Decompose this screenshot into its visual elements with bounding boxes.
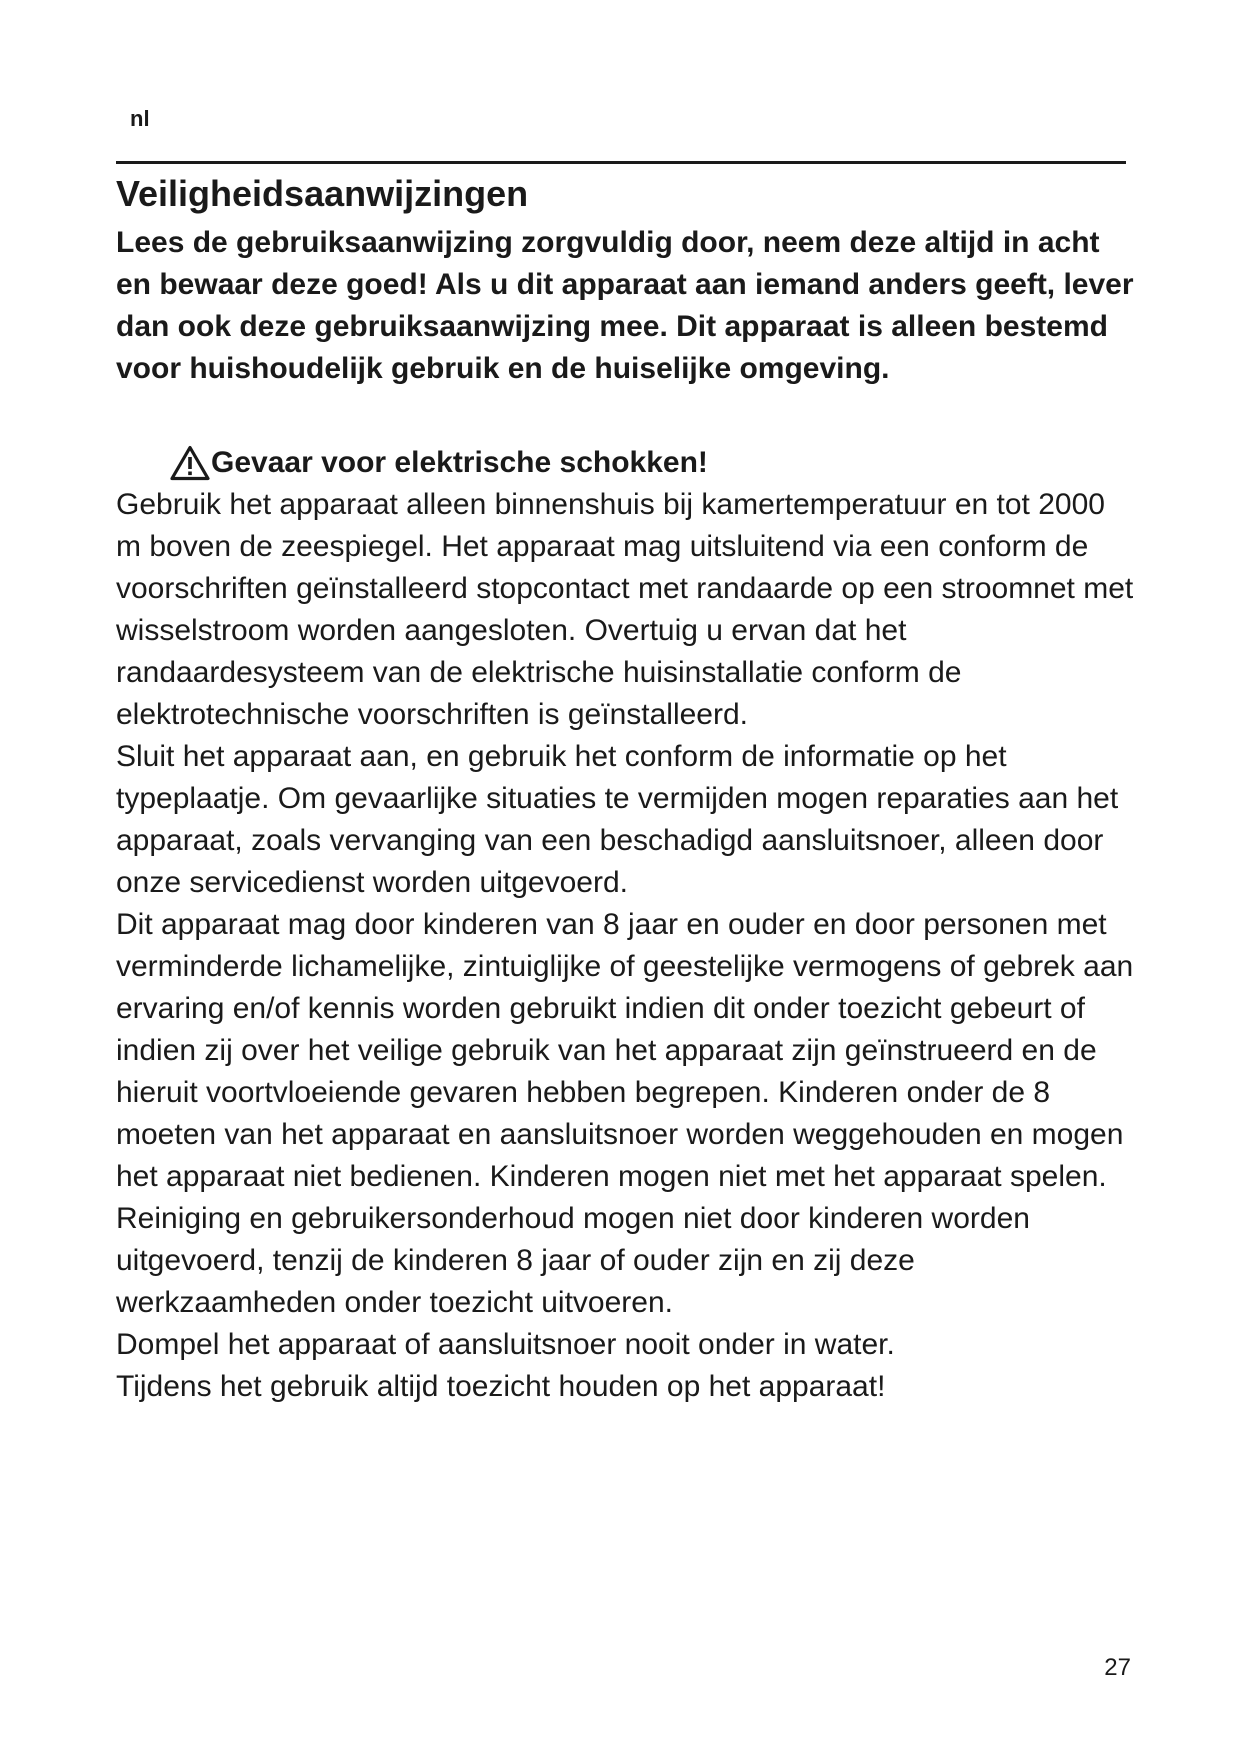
section-title: Veiligheidsaanwijzingen <box>116 173 529 214</box>
warning-heading: Gevaar voor elektrische schokken! <box>211 446 708 479</box>
warning-body <box>116 484 1136 1408</box>
intro-paragraph: Lees de gebruiksaanwijzing zorgvuldig door, neem deze altijd in acht en bewaar deze goed! Als u dit apparaat aan iemand anders geeft, lever dan ook deze gebruiksaanwijzing mee. Dit apparaat is alleen bestemd voor huishoudelijk gebruik en de huiselijke omgeving. <box>116 226 1134 385</box>
body-paragraph: Reiniging en gebruikersonderhoud mogen niet door kinderen worden uitgevoerd, tenzij de kinderen 8 jaar of ouder zijn en zij deze werkzaamheden onder toezicht uitvoeren. <box>116 1202 1030 1319</box>
warning-heading-row <box>170 442 1136 484</box>
body-paragraph: Gebruik het apparaat alleen binnenshuis bij kamertemperatuur en tot 2000 m boven de zeespiegel. Het apparaat mag uitsluitend via een conform de voorschriften geïnstalleerd stopcontact met randaarde op een stroomnet met wisselstroom worden aangesloten. Overtuig u ervan dat het randaardesysteem van de elektrische huisinstallatie conform de elektrotechnische voorschriften is geïnstalleerd. <box>116 488 1134 731</box>
body-paragraph: Tijdens het gebruik altijd toezicht houden op het apparaat! <box>116 1370 886 1403</box>
page-number: 27 <box>1104 1654 1131 1681</box>
body-paragraph: Sluit het apparaat aan, en gebruik het conform de informatie op het typeplaatje. Om gevaarlijke situaties te vermijden mogen reparaties aan het apparaat, zoals vervanging van een beschadigd aansluitsnoer, alleen door onze servicedienst worden uitgevoerd. <box>116 740 1119 899</box>
body-paragraph: Dit apparaat mag door kinderen van 8 jaar en ouder en door personen met verminderde lichamelijke, zintuiglijke of geestelijke vermogens of gebrek aan ervaring en/of kennis worden gebruikt indien dit onder toezicht gebeurt of indien zij over het veilige gebruik van het apparaat zijn geïnstrueerd en de hieruit voortvloeiende gevaren hebben begrepen. Kinderen onder de 8 moeten van het apparaat en aansluitsnoer worden weggehouden en mogen het apparaat niet bedienen. Kinderen mogen niet met het apparaat spelen. <box>116 908 1134 1193</box>
warning-triangle-icon <box>170 445 210 481</box>
safety-section <box>116 168 1136 1408</box>
header-rule <box>116 161 1126 164</box>
language-code: nl <box>130 106 150 131</box>
body-paragraph: Dompel het apparaat of aansluitsnoer nooit onder in water. <box>116 1328 895 1361</box>
